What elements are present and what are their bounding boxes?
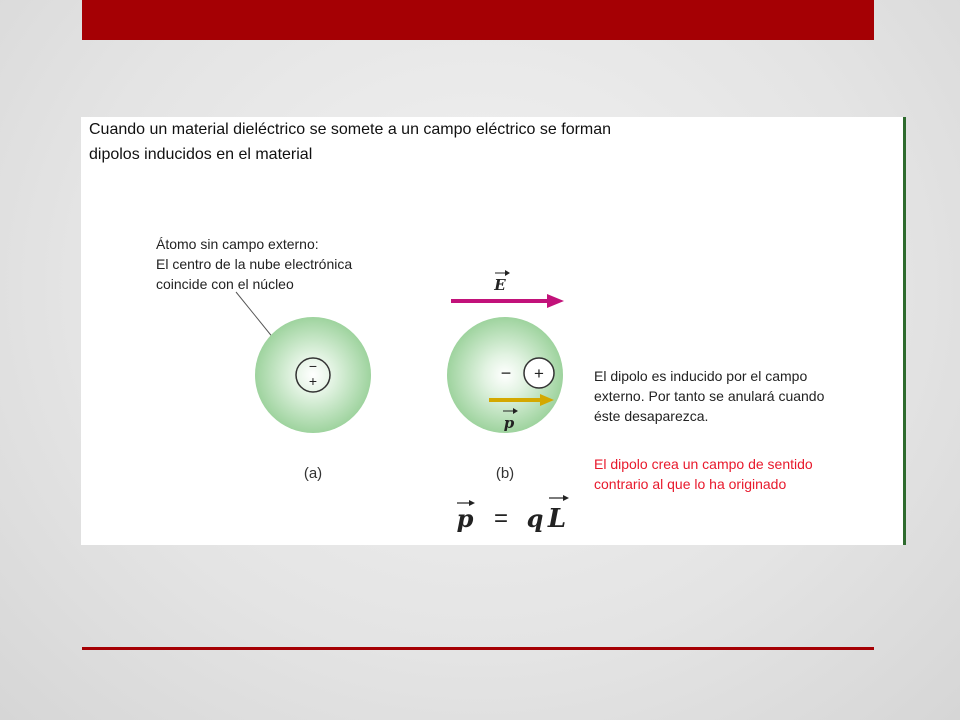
field-label: E — [494, 276, 506, 294]
dipole-note — [594, 366, 894, 426]
note-red-line-1: El dipolo crea un campo de sentido — [594, 456, 813, 472]
title-bar — [82, 0, 874, 40]
callout-line-1: Átomo sin campo externo: — [156, 236, 319, 252]
atom-a-plus: + — [308, 373, 318, 389]
note-line-3: éste desaparezca. — [594, 408, 709, 424]
atom-a-minus: − — [308, 358, 318, 374]
caption-b: (b) — [495, 465, 515, 482]
callout-line-3: coincide con el núcleo — [156, 276, 294, 292]
note-line-1: El dipolo es inducido por el campo — [594, 368, 808, 384]
intro-line-1: Cuando un material dieléctrico se somete a un campo eléctrico se forman — [89, 121, 612, 138]
note-line-2: externo. Por tanto se anulará cuando — [594, 388, 825, 404]
panel-right-edge — [903, 117, 906, 545]
dipole-label: p — [503, 414, 515, 432]
content-panel — [81, 117, 906, 545]
caption-a: (a) — [303, 465, 323, 482]
formula-equals: = — [493, 505, 509, 532]
field-label-vector-head — [505, 270, 510, 276]
atom-b-minus: − — [500, 363, 512, 383]
bottom-rule — [82, 647, 874, 650]
atom-b-plus: + — [534, 364, 544, 383]
dipole-note-red — [594, 454, 894, 494]
field-arrow-head — [547, 294, 564, 308]
formula-q: q — [526, 504, 544, 533]
formula-rhs: L — [547, 504, 567, 534]
intro-line-2: dipolos inducidos en el material — [89, 146, 313, 163]
callout-leader-line — [236, 292, 274, 339]
callout-line-2: El centro de la nube electrónica — [156, 256, 353, 272]
formula-l-vector-head — [563, 495, 569, 501]
formula-lhs: p — [456, 504, 474, 533]
note-red-line-2: contrario al que lo ha originado — [594, 476, 787, 492]
